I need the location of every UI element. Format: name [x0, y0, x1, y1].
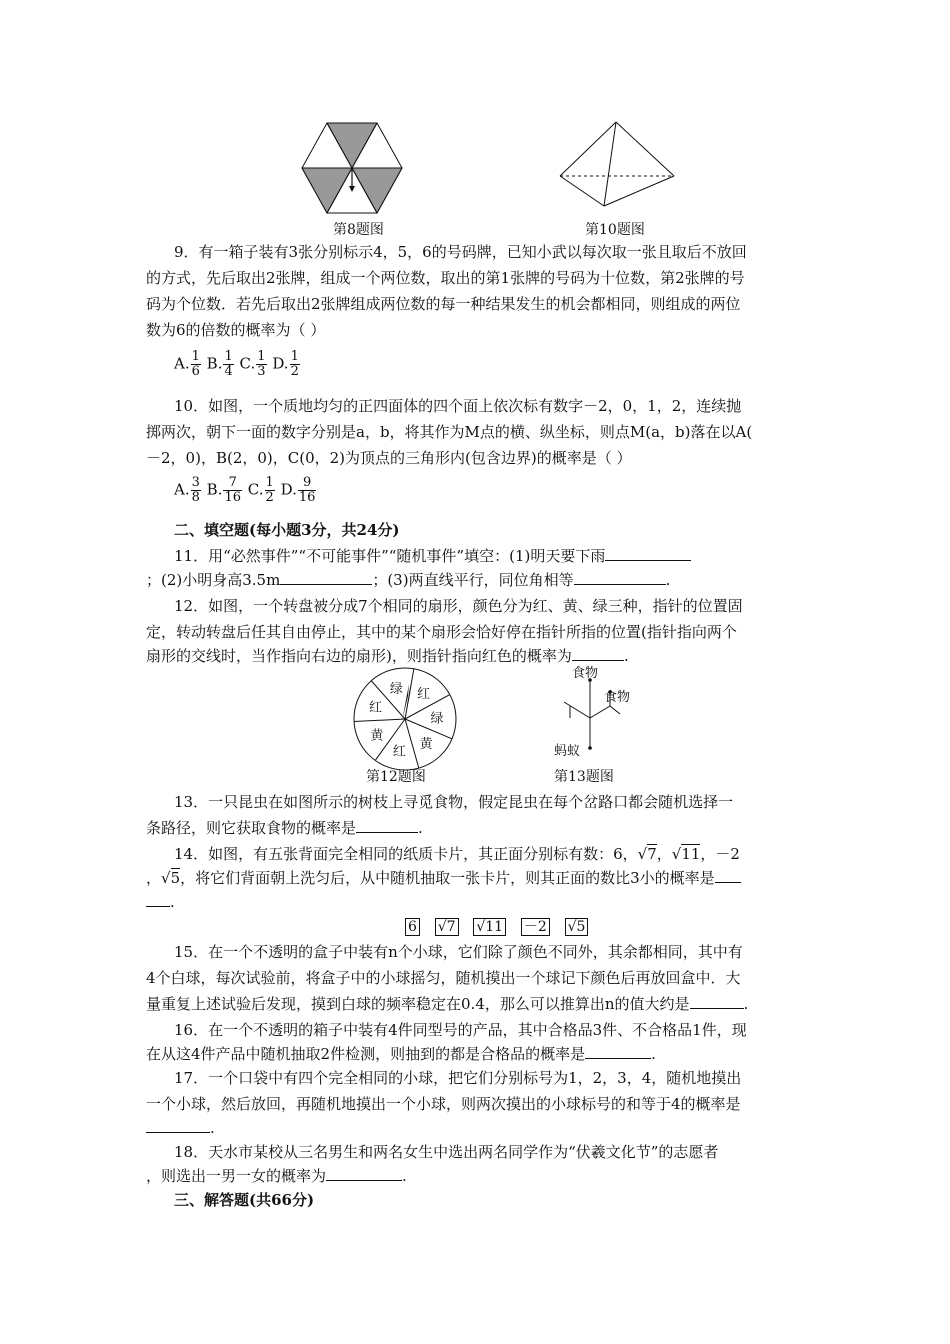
q9-line-3: 码为个位数．若先后取出2张牌组成两位数的每一种结果发生的机会都相同，则组成的两位	[146, 295, 741, 313]
spinner-divider	[354, 719, 405, 722]
q12-line-2: 定，转动转盘后任其自由停止，其中的某个扇形会恰好停在指针所指的位置(指针指向两个	[146, 623, 737, 641]
fig13-food-label-1: 食物	[572, 666, 599, 681]
spinner-sector-label: 红	[392, 744, 406, 760]
q13-line-1: 13．一只昆虫在如图所示的树枝上寻觅食物，假定昆虫在每个岔路口都会随机选择一	[174, 793, 734, 811]
spinner-sector-label: 黄	[419, 736, 433, 752]
q10-option-b[interactable]: B. $\frac{7}{16}$	[206, 475, 242, 505]
q12-line-3: 扇形的交线时，当作指向右边的扇形)，则指针指向红色的概率为 .	[146, 647, 629, 665]
q13-blank[interactable]	[356, 818, 418, 833]
q11-line-2: ；(2)小明身高3.5m ；(3)两直线平行，同位角相等 .	[146, 571, 671, 589]
q18-line-1: 18．天水市某校从三名男生和两名女生中选出两名同学作为“伏羲文化节”的志愿者	[174, 1143, 719, 1161]
q12-blank[interactable]	[572, 646, 624, 661]
q10-option-d[interactable]: D. $\frac{9}{16}$	[280, 475, 316, 505]
q9-option-c[interactable]: C. $\frac{1}{3}$	[239, 349, 266, 379]
q9-option-d[interactable]: D. $\frac{1}{2}$	[272, 349, 299, 379]
q18-line-2: ，则选出一男一女的概率为 .	[146, 1167, 407, 1185]
q11-blank-3[interactable]	[574, 570, 666, 585]
q15-line-3: 量重复上述试验后发现，摸到白球的频率稳定在0.4，那么可以推算出n的值大约是 .	[146, 995, 749, 1013]
q15-line-1: 15．在一个不透明的盒子中装有n个小球，它们除了颜色不同外，其余都相同，其中有	[174, 943, 743, 961]
q9-line-1: 9．有一箱子装有3张分别标示4，5，6的号码牌，已知小武以每次取一张且取后不放回	[174, 243, 747, 261]
q10-options	[174, 476, 834, 505]
q10-line-3: －2，0)，B(2，0)，C(0，2)为顶点的三角形内(包含边界)的概率是（ ）	[146, 449, 632, 467]
spinner-divider	[405, 719, 419, 768]
fig12-caption: 第12题图	[366, 769, 426, 785]
q16-line-1: 16．在一个不透明的箱子中装有4件同型号的产品，其中合格品3件、不合格品1件，现	[174, 1021, 747, 1039]
q16-line-2: 在从这4件产品中随机抽取2件检测，则抽到的都是合格品的概率是 .	[146, 1045, 656, 1063]
q15-blank[interactable]	[690, 994, 744, 1009]
q10-option-c[interactable]: C. $\frac{1}{2}$	[247, 475, 274, 505]
q9-line-2: 的方式，先后取出2张牌，组成一个两位数，取出的第1张牌的号码为十位数，第2张牌的号	[146, 269, 745, 287]
q11-blank-1[interactable]	[605, 546, 691, 561]
spinner-sector-label: 红	[369, 700, 383, 716]
q18-blank[interactable]	[326, 1166, 402, 1181]
card-1[interactable]: 6	[405, 918, 420, 936]
fig8-hexagon-diagram	[296, 118, 408, 218]
q10-line-1: 10．如图，一个质地均匀的正四面体的四个面上依次标有数字－2，0，1，2，连续抛	[174, 397, 742, 415]
spinner-divider	[405, 719, 452, 739]
fig13-caption: 第13题图	[554, 769, 614, 785]
q12-line-1: 12．如图，一个转盘被分成7个相同的扇形，颜色分为红、黄、绿三种，指针的位置固	[174, 597, 743, 615]
fig13-food-label-2: 食物	[604, 690, 631, 705]
spinner-sector-label: 绿	[430, 711, 444, 727]
q17-line-3: .	[146, 1118, 806, 1138]
fig10-tetrahedron-diagram	[556, 118, 678, 210]
fig10-caption: 第10题图	[585, 222, 645, 238]
fig8-caption: 第8题图	[333, 222, 384, 238]
q14-line-1: 14．如图，有五张背面完全相同的纸质卡片，其正面分别标有数：6，√7，√11，－2	[174, 845, 740, 863]
q9-line-4: 数为6的倍数的概率为（ ）	[146, 321, 326, 339]
section-3-title: 三、解答题(共66分)	[174, 1191, 315, 1209]
q14-blank[interactable]	[715, 868, 741, 883]
q13-line-2: 条路径，则它获取食物的概率是 .	[146, 819, 423, 837]
q16-blank[interactable]	[585, 1044, 651, 1059]
fig13-ant-label: 蚂蚁	[554, 744, 581, 759]
q11-blank-2[interactable]	[280, 570, 372, 585]
card-5[interactable]: √5	[565, 918, 589, 936]
q17-line-2: 一个小球，然后放回，再随机地摸出一个小球，则两次摸出的小球标号的和等于4的概率是	[146, 1095, 741, 1113]
q9-option-b[interactable]: B. $\frac{1}{4}$	[206, 349, 233, 379]
q17-blank[interactable]	[146, 1118, 210, 1133]
spinner-sector-label: 黄	[370, 728, 384, 744]
q17-line-1: 17．一个口袋中有四个完全相同的小球，把它们分别标号为1，2，3，4，随机地摸出	[174, 1069, 742, 1087]
q14-line-3: .	[146, 892, 806, 912]
spinner-divider	[405, 669, 414, 719]
q9-option-a[interactable]: A. $\frac{1}{6}$	[174, 349, 200, 379]
q14-line-2: ，√5，将它们背面朝上洗匀后，从中随机抽取一张卡片，则其正面的数比3小的概率是	[146, 868, 806, 888]
card-3[interactable]: √11	[473, 918, 506, 936]
card-2[interactable]: √7	[435, 918, 459, 936]
section-2-title: 二、填空题(每小题3分，共24分)	[174, 521, 400, 539]
card-4[interactable]: －2	[521, 918, 550, 936]
q10-line-2: 掷两次，朝下一面的数字分别是a，b，将其作为M点的横、纵坐标，则点M(a，b)落在以A(	[146, 423, 753, 441]
q9-options	[174, 350, 834, 379]
spinner-sector-label: 红	[417, 687, 431, 703]
fig12-spinner-diagram	[350, 664, 460, 774]
q11-line-1: 11．用“必然事件”“不可能事件”“随机事件”填空：(1)明天要下雨	[174, 546, 834, 566]
spinner-sector-label: 绿	[389, 682, 403, 698]
q15-line-2: 4个白球，每次试验前，将盒子中的小球摇匀，随机摸出一个球记下颜色后再放回盒中．大	[146, 969, 741, 987]
q14-cards	[405, 916, 605, 936]
q10-option-a[interactable]: A. $\frac{3}{8}$	[174, 475, 200, 505]
